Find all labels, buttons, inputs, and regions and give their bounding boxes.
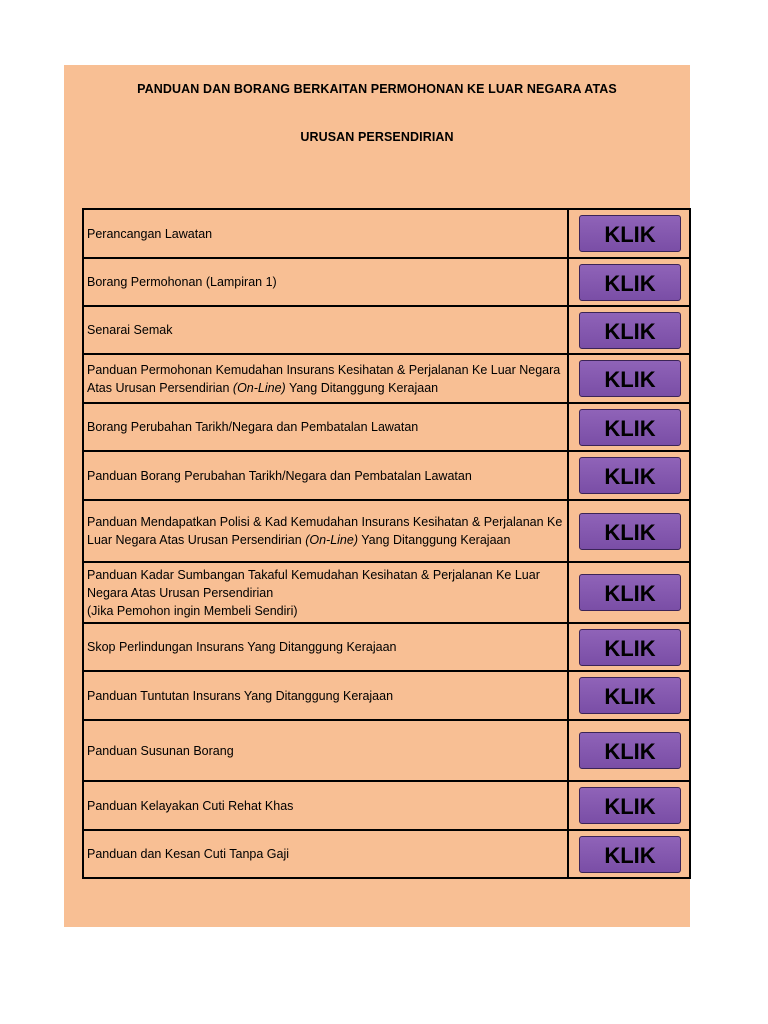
row-label-cell <box>83 671 568 720</box>
row-button-cell <box>568 623 690 671</box>
table-row <box>83 720 690 781</box>
klik-button-senarai-semak[interactable]: KLIK <box>579 312 681 349</box>
table-row <box>83 623 690 671</box>
klik-button-panduan-borang-perubahan[interactable]: KLIK <box>579 457 681 494</box>
row-label-online: (On-Line) <box>232 380 286 395</box>
row-label-cell <box>83 403 568 451</box>
row-button-cell <box>568 781 690 830</box>
row-label: Panduan dan Kesan Cuti Tanpa Gaji <box>87 847 290 861</box>
row-label: Panduan Borang Perubahan Tarikh/Negara dan Pembatalan Lawatan <box>87 468 472 483</box>
table-row <box>83 500 690 562</box>
row-label: Borang Permohonan (Lampiran 1) <box>87 275 277 289</box>
document-title-line2: URUSAN PERSENDIRIAN <box>300 130 454 144</box>
row-label-cell <box>83 306 568 354</box>
row-label-online: (On-Line) <box>305 533 358 547</box>
table-row <box>83 451 690 500</box>
row-label-cell <box>83 354 568 403</box>
row-label-cell <box>83 258 568 306</box>
klik-button-panduan-susunan-borang[interactable]: KLIK <box>579 732 681 769</box>
row-label: Borang Perubahan Tarikh/Negara dan Pembatalan Lawatan <box>87 420 419 434</box>
row-label-cell <box>83 781 568 830</box>
table-row <box>83 562 690 623</box>
table-row <box>83 354 690 403</box>
row-button-cell <box>568 671 690 720</box>
row-label-cell <box>83 720 568 781</box>
row-button-cell <box>568 209 690 258</box>
row-button-cell <box>568 720 690 781</box>
row-label-cell <box>83 562 568 623</box>
row-label-cell <box>83 451 568 500</box>
document-page <box>64 65 690 927</box>
row-label: Panduan Kelayakan Cuti Rehat Khas <box>87 798 294 813</box>
row-label-part: Panduan Mendapatkan Polisi & Kad Kemudahan Insurans Kesihatan & Perjalanan Ke Luar Negara Atas Urusan Persendirian <box>87 515 563 547</box>
row-label-part: Panduan Permohonan Kemudahan Insurans Kesihatan & Perjalanan Ke Luar Negara Atas Urusan Persendirian <box>87 362 561 395</box>
row-button-cell <box>568 830 690 878</box>
klik-button-panduan-permohonan-insurans[interactable]: KLIK <box>579 360 681 397</box>
row-button-cell <box>568 500 690 562</box>
row-label: Skop Perlindungan Insurans Yang Ditanggung Kerajaan <box>87 640 397 654</box>
guide-table <box>82 208 691 879</box>
table-row <box>83 781 690 830</box>
row-button-cell <box>568 562 690 623</box>
row-button-cell <box>568 354 690 403</box>
row-button-cell <box>568 451 690 500</box>
table-row <box>83 830 690 878</box>
row-label-cell <box>83 500 568 562</box>
table-row <box>83 258 690 306</box>
klik-button-cuti-rehat-khas[interactable]: KLIK <box>579 787 681 824</box>
klik-button-borang-perubahan[interactable]: KLIK <box>579 409 681 446</box>
row-label-cell <box>83 209 568 258</box>
klik-button-borang-permohonan[interactable]: KLIK <box>579 264 681 301</box>
table-row <box>83 209 690 258</box>
row-label-cell <box>83 623 568 671</box>
klik-button-panduan-polisi-kad[interactable]: KLIK <box>579 513 681 550</box>
table-row <box>83 671 690 720</box>
row-label: Panduan Susunan Borang <box>87 743 234 758</box>
klik-button-kadar-sumbangan-takaful[interactable]: KLIK <box>579 574 681 611</box>
klik-button-perancangan-lawatan[interactable]: KLIK <box>579 215 681 252</box>
row-button-cell <box>568 403 690 451</box>
klik-button-cuti-tanpa-gaji[interactable]: KLIK <box>579 836 681 873</box>
table-row <box>83 403 690 451</box>
row-label: Panduan Kadar Sumbangan Takaful Kemudahan Kesihatan & Perjalanan Ke Luar Negara Atas Urusan Persendirian (Jika Pemohon ingin Membeli Sendiri) <box>87 567 540 618</box>
row-label-cell <box>83 830 568 878</box>
row-label-part: Yang Ditanggung Kerajaan <box>357 533 511 547</box>
klik-button-panduan-tuntutan[interactable]: KLIK <box>579 677 681 714</box>
row-label: Perancangan Lawatan <box>87 226 213 241</box>
klik-button-skop-perlindungan[interactable]: KLIK <box>579 629 681 666</box>
table-row <box>83 306 690 354</box>
row-button-cell <box>568 306 690 354</box>
document-title-line1: PANDUAN DAN BORANG BERKAITAN PERMOHONAN KE LUAR NEGARA ATAS <box>137 82 617 96</box>
row-button-cell <box>568 258 690 306</box>
row-label: Panduan Tuntutan Insurans Yang Ditanggung Kerajaan <box>87 688 394 703</box>
row-label: Senarai Semak <box>87 323 173 337</box>
row-label-part: Yang Ditanggung Kerajaan <box>285 380 439 395</box>
